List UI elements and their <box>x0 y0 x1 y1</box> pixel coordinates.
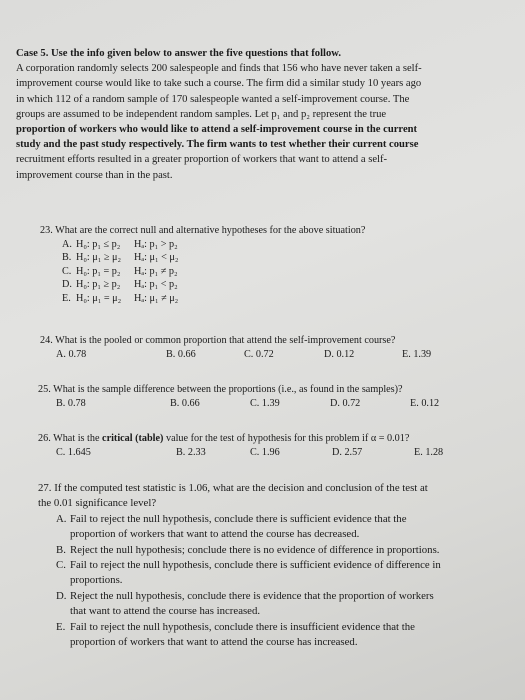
choice-a: A. 0.78 <box>56 348 87 360</box>
choice-b: B. 0.66 <box>170 397 200 409</box>
case-line: in which 112 of a random sample of 170 salespeople wanted a self-improvement course. The <box>16 93 410 105</box>
question-stem: 23. What are the correct null and alternative hypotheses for the above situation? <box>40 225 366 236</box>
answer-choices <box>56 446 508 460</box>
choice-b: B. 0.66 <box>166 348 196 360</box>
question-24 <box>16 334 508 361</box>
option-e: E. Fail to reject the null hypothesis, conclude there is insufficient evidence that the proportion of workers that want to attend the course has increased. <box>56 620 415 649</box>
question-26 <box>16 432 508 459</box>
question-23 <box>16 224 508 306</box>
case-heading: Case 5. Use the info given below to answer the five questions that follow. <box>16 48 341 59</box>
option-e: E. H₀: μ₁ = μ₂ Hₐ: μ₁ ≠ μ₂ <box>62 292 179 304</box>
choice-d: D. 2.57 <box>332 446 363 458</box>
choice-c: C. 0.72 <box>244 348 274 360</box>
question-25 <box>16 383 508 410</box>
choice-b: B. 2.33 <box>176 446 206 458</box>
choice-a: B. 0.78 <box>56 397 86 409</box>
choice-e: E. 1.39 <box>402 348 432 360</box>
question-27 <box>16 481 508 650</box>
option-d: D. H₀: p₁ ≥ p₂ Hₐ: p₁ < p₂ <box>62 279 178 291</box>
case-intro <box>16 46 508 183</box>
option-a: A. H₀: p₁ ≤ p₂ Hₐ: p₁ > p₂ <box>62 238 178 250</box>
choice-e: E. 1.28 <box>414 446 444 458</box>
case-line: study and the past study respectively. The firm wants to test whether their current course <box>16 139 419 151</box>
question-stem: 25. What is the sample difference between the proportions (i.e., as found in the samples)? <box>38 384 403 395</box>
case-line: proportion of workers who would like to attend a self-improvement course in the current <box>16 124 418 136</box>
case-line: groups are assumed to be independent random samples. Let p₁ and p₂ represent the true <box>16 108 387 120</box>
case-line: improvement course than in the past. <box>16 169 173 181</box>
option-a: A. Fail to reject the null hypothesis, conclude there is sufficient evidence that the proportion of workers that want to attend the course has decreased. <box>56 512 407 541</box>
choice-d: D. 0.72 <box>330 397 361 409</box>
question-stem: 26. What is the critical (table) value for the test of hypothesis for this problem if α = 0.01? <box>38 433 410 444</box>
question-stem: 27. If the computed test statistic is 1.06, what are the decision and conclusion of the test at <box>38 482 428 494</box>
choice-d: D. 0.12 <box>324 348 355 360</box>
option-c: C. Fail to reject the null hypothesis, conclude there is sufficient evidence of difference in proportions. <box>56 559 441 587</box>
option-d: D. Reject the null hypothesis, conclude there is evidence that the proportion of workers that want to attend the course has increased. <box>56 589 434 618</box>
answer-choices <box>56 348 508 362</box>
case-line: recruitment efforts resulted in a greater proportion of workers that want to attend a self- <box>16 154 388 166</box>
choice-e: E. 0.12 <box>410 397 440 409</box>
choice-c: C. 1.39 <box>250 397 280 409</box>
option-b: B. H₀: μ₁ ≥ μ₂ Hₐ: μ₁ < μ₂ <box>62 252 179 264</box>
choice-c: C. 1.96 <box>250 446 280 458</box>
case-line: A corporation randomly selects 200 salespeople and finds that 156 who have never taken a self- <box>16 63 422 75</box>
question-stem: 24. What is the pooled or common proportion that attend the self-improvement course? <box>40 335 396 346</box>
question-stem: the 0.01 significance level? <box>38 497 157 510</box>
case-line: improvement course would like to take such a course. The firm did a similar study 10 years ago <box>16 78 422 90</box>
answer-choices <box>56 397 508 411</box>
option-b: B. Reject the null hypothesis; conclude there is no evidence of difference in proportions. <box>56 543 440 556</box>
choice-a: C. 1.645 <box>56 446 91 458</box>
option-c: C. H₀: p₁ = p₂ Hₐ: p₁ ≠ p₂ <box>62 265 178 277</box>
